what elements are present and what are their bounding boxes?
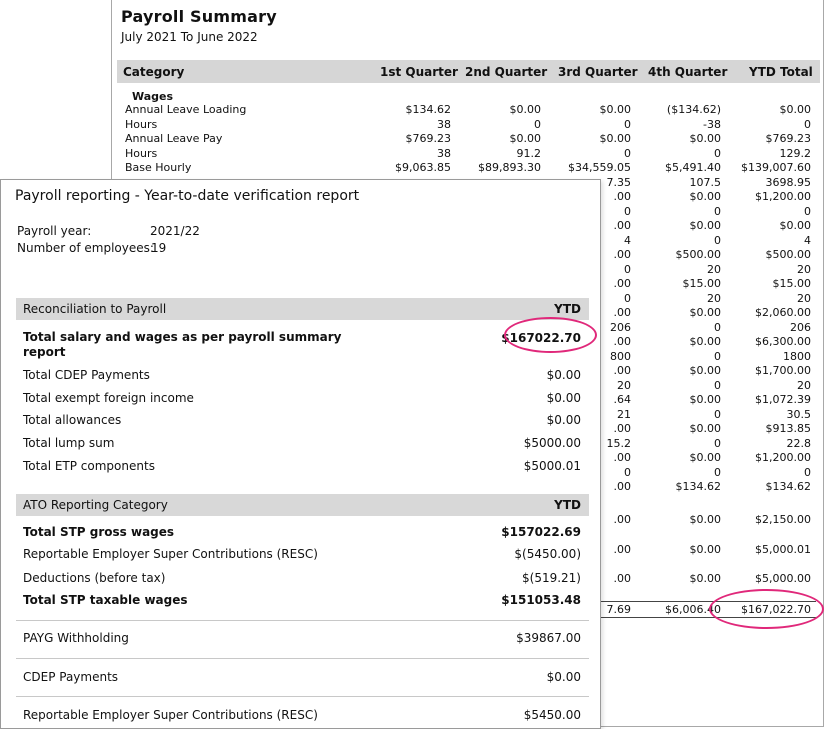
- summary-cell-ytd: $913.85: [765, 422, 811, 435]
- recon-line-foreign: [23, 391, 588, 409]
- summary-cell-q3: 7.35: [606, 175, 631, 189]
- summary-cell-q4: $0.00: [689, 190, 721, 203]
- ato-label: Reportable Employer Super Contributions (RESC): [23, 547, 318, 561]
- recon-line-etp: [23, 459, 588, 477]
- summary-cell-q1: $134.62: [405, 103, 451, 116]
- divider: [16, 620, 589, 621]
- summary-cell-q4: $0.00: [689, 306, 721, 319]
- payroll-year-value: 2021/22: [150, 224, 200, 238]
- summary-cell-q3: .00: [613, 219, 631, 232]
- summary-cell-ytd: 0: [804, 204, 811, 218]
- other-line-payg: [23, 631, 588, 649]
- summary-cell-q4: 107.5: [689, 175, 721, 189]
- reconciliation-header: [16, 298, 589, 320]
- recon-value: $0.00: [546, 368, 581, 382]
- summary-cell-q4: 0: [714, 465, 721, 479]
- summary-cell-q3: .00: [613, 543, 631, 556]
- summary-cell-q1: 38: [437, 117, 451, 131]
- summary-cell-ytd: $15.00: [772, 277, 811, 290]
- summary-cell-ytd: $5,000.00: [755, 572, 811, 585]
- summary-row-label: Annual Leave Pay: [125, 132, 223, 145]
- summary-cell-ytd: $2,150.00: [755, 513, 811, 526]
- summary-cell-q2: 91.2: [516, 146, 541, 160]
- highlight-circle-summary-total: [709, 589, 824, 629]
- summary-header-row: [117, 60, 820, 83]
- recon-value: $0.00: [546, 413, 581, 427]
- summary-cell-q4: 20: [707, 291, 721, 305]
- summary-cell-q4: $500.00: [675, 248, 721, 261]
- summary-cell-ytd: 22.8: [786, 436, 811, 450]
- recon-label-cont: report: [23, 345, 66, 359]
- summary-cell-q4: 0: [714, 233, 721, 247]
- summary-cell-q4: 20: [707, 262, 721, 276]
- summary-cell-q3: .00: [613, 248, 631, 261]
- summary-cell-ytd: $1,072.39: [755, 393, 811, 406]
- other-value: $39867.00: [516, 631, 581, 645]
- recon-label: Total CDEP Payments: [23, 368, 150, 382]
- summary-cell-ytd: $134.62: [765, 480, 811, 493]
- summary-cell-q3: .00: [613, 306, 631, 319]
- summary-cell-ytd: 20: [797, 378, 811, 392]
- summary-cell-q3: .00: [613, 335, 631, 348]
- summary-cell-q3: .00: [613, 480, 631, 493]
- summary-cell-q3: 206: [610, 320, 631, 334]
- summary-cell-ytd: $6,300.00: [755, 335, 811, 348]
- summary-cell-q2: 0: [534, 117, 541, 131]
- other-line-resc: [23, 708, 588, 726]
- summary-cell-ytd: $500.00: [765, 248, 811, 261]
- summary-cell-q3: 0: [624, 204, 631, 218]
- summary-cell-ytd: $0.00: [779, 219, 811, 232]
- summary-cell-q4: $0.00: [689, 132, 721, 145]
- summary-row: [125, 147, 824, 161]
- summary-cell-q4: $0.00: [689, 572, 721, 585]
- summary-cell-ytd: 20: [797, 291, 811, 305]
- ato-value: $(519.21): [522, 571, 581, 585]
- col-ytd: YTD Total: [749, 65, 813, 79]
- summary-cell-ytd: 129.2: [779, 146, 811, 160]
- summary-cell-q4: $5,491.40: [665, 161, 721, 174]
- summary-cell-q3: .00: [613, 190, 631, 203]
- summary-cell-ytd: $769.23: [765, 132, 811, 145]
- summary-row: [125, 161, 824, 175]
- summary-cell-q1: $769.23: [405, 132, 451, 145]
- summary-row: [125, 118, 824, 132]
- summary-cell-q3: .00: [613, 513, 631, 526]
- summary-cell-q4: $0.00: [689, 393, 721, 406]
- summary-cell-q4: $0.00: [689, 422, 721, 435]
- total-q4: $6,006.40: [665, 603, 721, 616]
- summary-cell-ytd: $2,060.00: [755, 306, 811, 319]
- summary-cell-q3: .00: [613, 422, 631, 435]
- summary-cell-q4: 0: [714, 378, 721, 392]
- summary-cell-q4: ($134.62): [666, 103, 721, 116]
- summary-cell-q3: 0: [624, 262, 631, 276]
- ato-col: YTD: [554, 498, 581, 512]
- summary-cell-q3: 20: [617, 378, 631, 392]
- ato-line-resc: [23, 547, 588, 565]
- ato-line-deductions: [23, 571, 588, 589]
- ato-header: [16, 494, 589, 516]
- reconciliation-col: YTD: [554, 302, 581, 316]
- summary-cell-q4: $0.00: [689, 335, 721, 348]
- summary-cell-ytd: 0: [804, 465, 811, 479]
- recon-label: Total salary and wages as per payroll summary: [23, 330, 342, 344]
- other-value: $5450.00: [523, 708, 581, 722]
- other-label: CDEP Payments: [23, 670, 119, 684]
- report-title: Payroll Summary: [121, 7, 277, 26]
- ato-heading: ATO Reporting Category: [23, 498, 168, 512]
- summary-cell-q4: $0.00: [689, 364, 721, 377]
- summary-cell-q3: $34,559.05: [568, 161, 631, 174]
- ytd-verification-report: [0, 179, 601, 729]
- summary-cell-ytd: 0: [804, 117, 811, 131]
- summary-cell-q3: 21: [617, 407, 631, 421]
- summary-cell-ytd: 206: [790, 320, 811, 334]
- ato-label: Total STP gross wages: [23, 525, 175, 539]
- summary-cell-ytd: 1800: [783, 349, 811, 363]
- summary-cell-q4: 0: [714, 407, 721, 421]
- recon-value: $167022.70: [501, 331, 581, 345]
- other-line-cdep: [23, 670, 588, 688]
- col-q1: 1st Quarter: [380, 65, 458, 79]
- summary-cell-q2: $0.00: [509, 103, 541, 116]
- summary-cell-ytd: $139,007.60: [741, 161, 811, 174]
- recon-line-allowances: [23, 413, 588, 431]
- ato-label: Deductions (before tax): [23, 571, 166, 585]
- report-period: July 2021 To June 2022: [121, 30, 258, 44]
- ato-label: Total STP taxable wages: [23, 593, 188, 607]
- summary-cell-q1: 38: [437, 146, 451, 160]
- summary-cell-q3: .00: [613, 364, 631, 377]
- section-wages: Wages: [132, 90, 174, 103]
- summary-cell-ytd: $1,200.00: [755, 451, 811, 464]
- summary-cell-q4: $134.62: [675, 480, 721, 493]
- total-ytd: $167,022.70: [741, 603, 811, 616]
- summary-cell-q3: 800: [610, 349, 631, 363]
- recon-label: Total ETP components: [23, 459, 155, 473]
- summary-cell-q3: .00: [613, 277, 631, 290]
- summary-cell-q3: 4: [624, 233, 631, 247]
- recon-label: Total lump sum: [23, 436, 115, 450]
- ato-value: $(5450.00): [514, 547, 581, 561]
- summary-row: [125, 132, 824, 146]
- summary-row: [125, 103, 824, 117]
- summary-cell-ytd: $5,000.01: [755, 543, 811, 556]
- ato-value: $151053.48: [501, 593, 581, 607]
- summary-cell-q2: $0.00: [509, 132, 541, 145]
- ato-value: $157022.69: [501, 525, 581, 539]
- recon-label: Total exempt foreign income: [23, 391, 194, 405]
- col-q2: 2nd Quarter: [465, 65, 548, 79]
- summary-cell-ytd: 4: [804, 233, 811, 247]
- employees-value: 19: [151, 241, 167, 255]
- other-label: PAYG Withholding: [23, 631, 129, 645]
- summary-cell-q4: 0: [714, 320, 721, 334]
- summary-cell-q3: 0: [624, 465, 631, 479]
- col-q4: 4th Quarter: [648, 65, 728, 79]
- summary-cell-q3: 0: [624, 146, 631, 160]
- reconciliation-heading: Reconciliation to Payroll: [23, 302, 167, 316]
- summary-cell-q3: 0: [624, 117, 631, 131]
- recon-value: $5000.00: [523, 436, 581, 450]
- recon-value: $5000.01: [523, 459, 581, 473]
- summary-cell-q4: -38: [703, 117, 721, 131]
- summary-cell-q4: $0.00: [689, 451, 721, 464]
- ato-line-taxable: [23, 593, 588, 611]
- summary-cell-q4: 0: [714, 349, 721, 363]
- summary-cell-q1: $9,063.85: [395, 161, 451, 174]
- summary-cell-q3: 15.2: [606, 436, 631, 450]
- recon-label: Total allowances: [23, 413, 122, 427]
- recon-line-total-salary-cont: [23, 345, 588, 363]
- summary-cell-q3: 0: [624, 291, 631, 305]
- summary-cell-ytd: 20: [797, 262, 811, 276]
- summary-cell-q2: $89,893.30: [478, 161, 541, 174]
- summary-cell-q4: 0: [714, 146, 721, 160]
- summary-cell-q4: $0.00: [689, 219, 721, 232]
- summary-cell-q3: $0.00: [599, 103, 631, 116]
- col-q3: 3rd Quarter: [558, 65, 638, 79]
- summary-cell-q4: $0.00: [689, 543, 721, 556]
- recon-value: $0.00: [546, 391, 581, 405]
- summary-cell-q4: 0: [714, 204, 721, 218]
- summary-cell-ytd: 3698.95: [765, 175, 811, 189]
- other-value: $0.00: [546, 670, 581, 684]
- summary-row-label: Hours: [125, 146, 158, 160]
- col-category: Category: [123, 65, 185, 79]
- summary-cell-q4: $15.00: [682, 277, 721, 290]
- employees-label: Number of employees:: [17, 241, 154, 255]
- summary-cell-ytd: 30.5: [786, 407, 811, 421]
- divider: [16, 658, 589, 659]
- ytd-report-title: Payroll reporting - Year-to-date verification report: [15, 188, 360, 204]
- summary-cell-q4: $0.00: [689, 513, 721, 526]
- summary-row-label: Hours: [125, 117, 158, 131]
- summary-cell-ytd: $0.00: [779, 103, 811, 116]
- summary-cell-q3: .00: [613, 451, 631, 464]
- summary-cell-q4: 0: [714, 436, 721, 450]
- divider: [16, 696, 589, 697]
- payroll-year-label: Payroll year:: [17, 224, 92, 238]
- summary-cell-ytd: $1,700.00: [755, 364, 811, 377]
- total-q3: 7.69: [606, 603, 631, 616]
- ato-line-gross: [23, 525, 588, 543]
- summary-row-label: Annual Leave Loading: [125, 103, 247, 116]
- recon-line-lump-sum: [23, 436, 588, 454]
- summary-cell-q3: .00: [613, 572, 631, 585]
- summary-row-label: Base Hourly: [125, 161, 192, 174]
- summary-cell-q3: .64: [613, 393, 631, 406]
- summary-cell-q3: $0.00: [599, 132, 631, 145]
- highlight-circle-ytd-total: [504, 317, 597, 353]
- recon-line-cdep: [23, 368, 588, 386]
- other-label: Reportable Employer Super Contributions (RESC): [23, 708, 318, 722]
- summary-cell-ytd: $1,200.00: [755, 190, 811, 203]
